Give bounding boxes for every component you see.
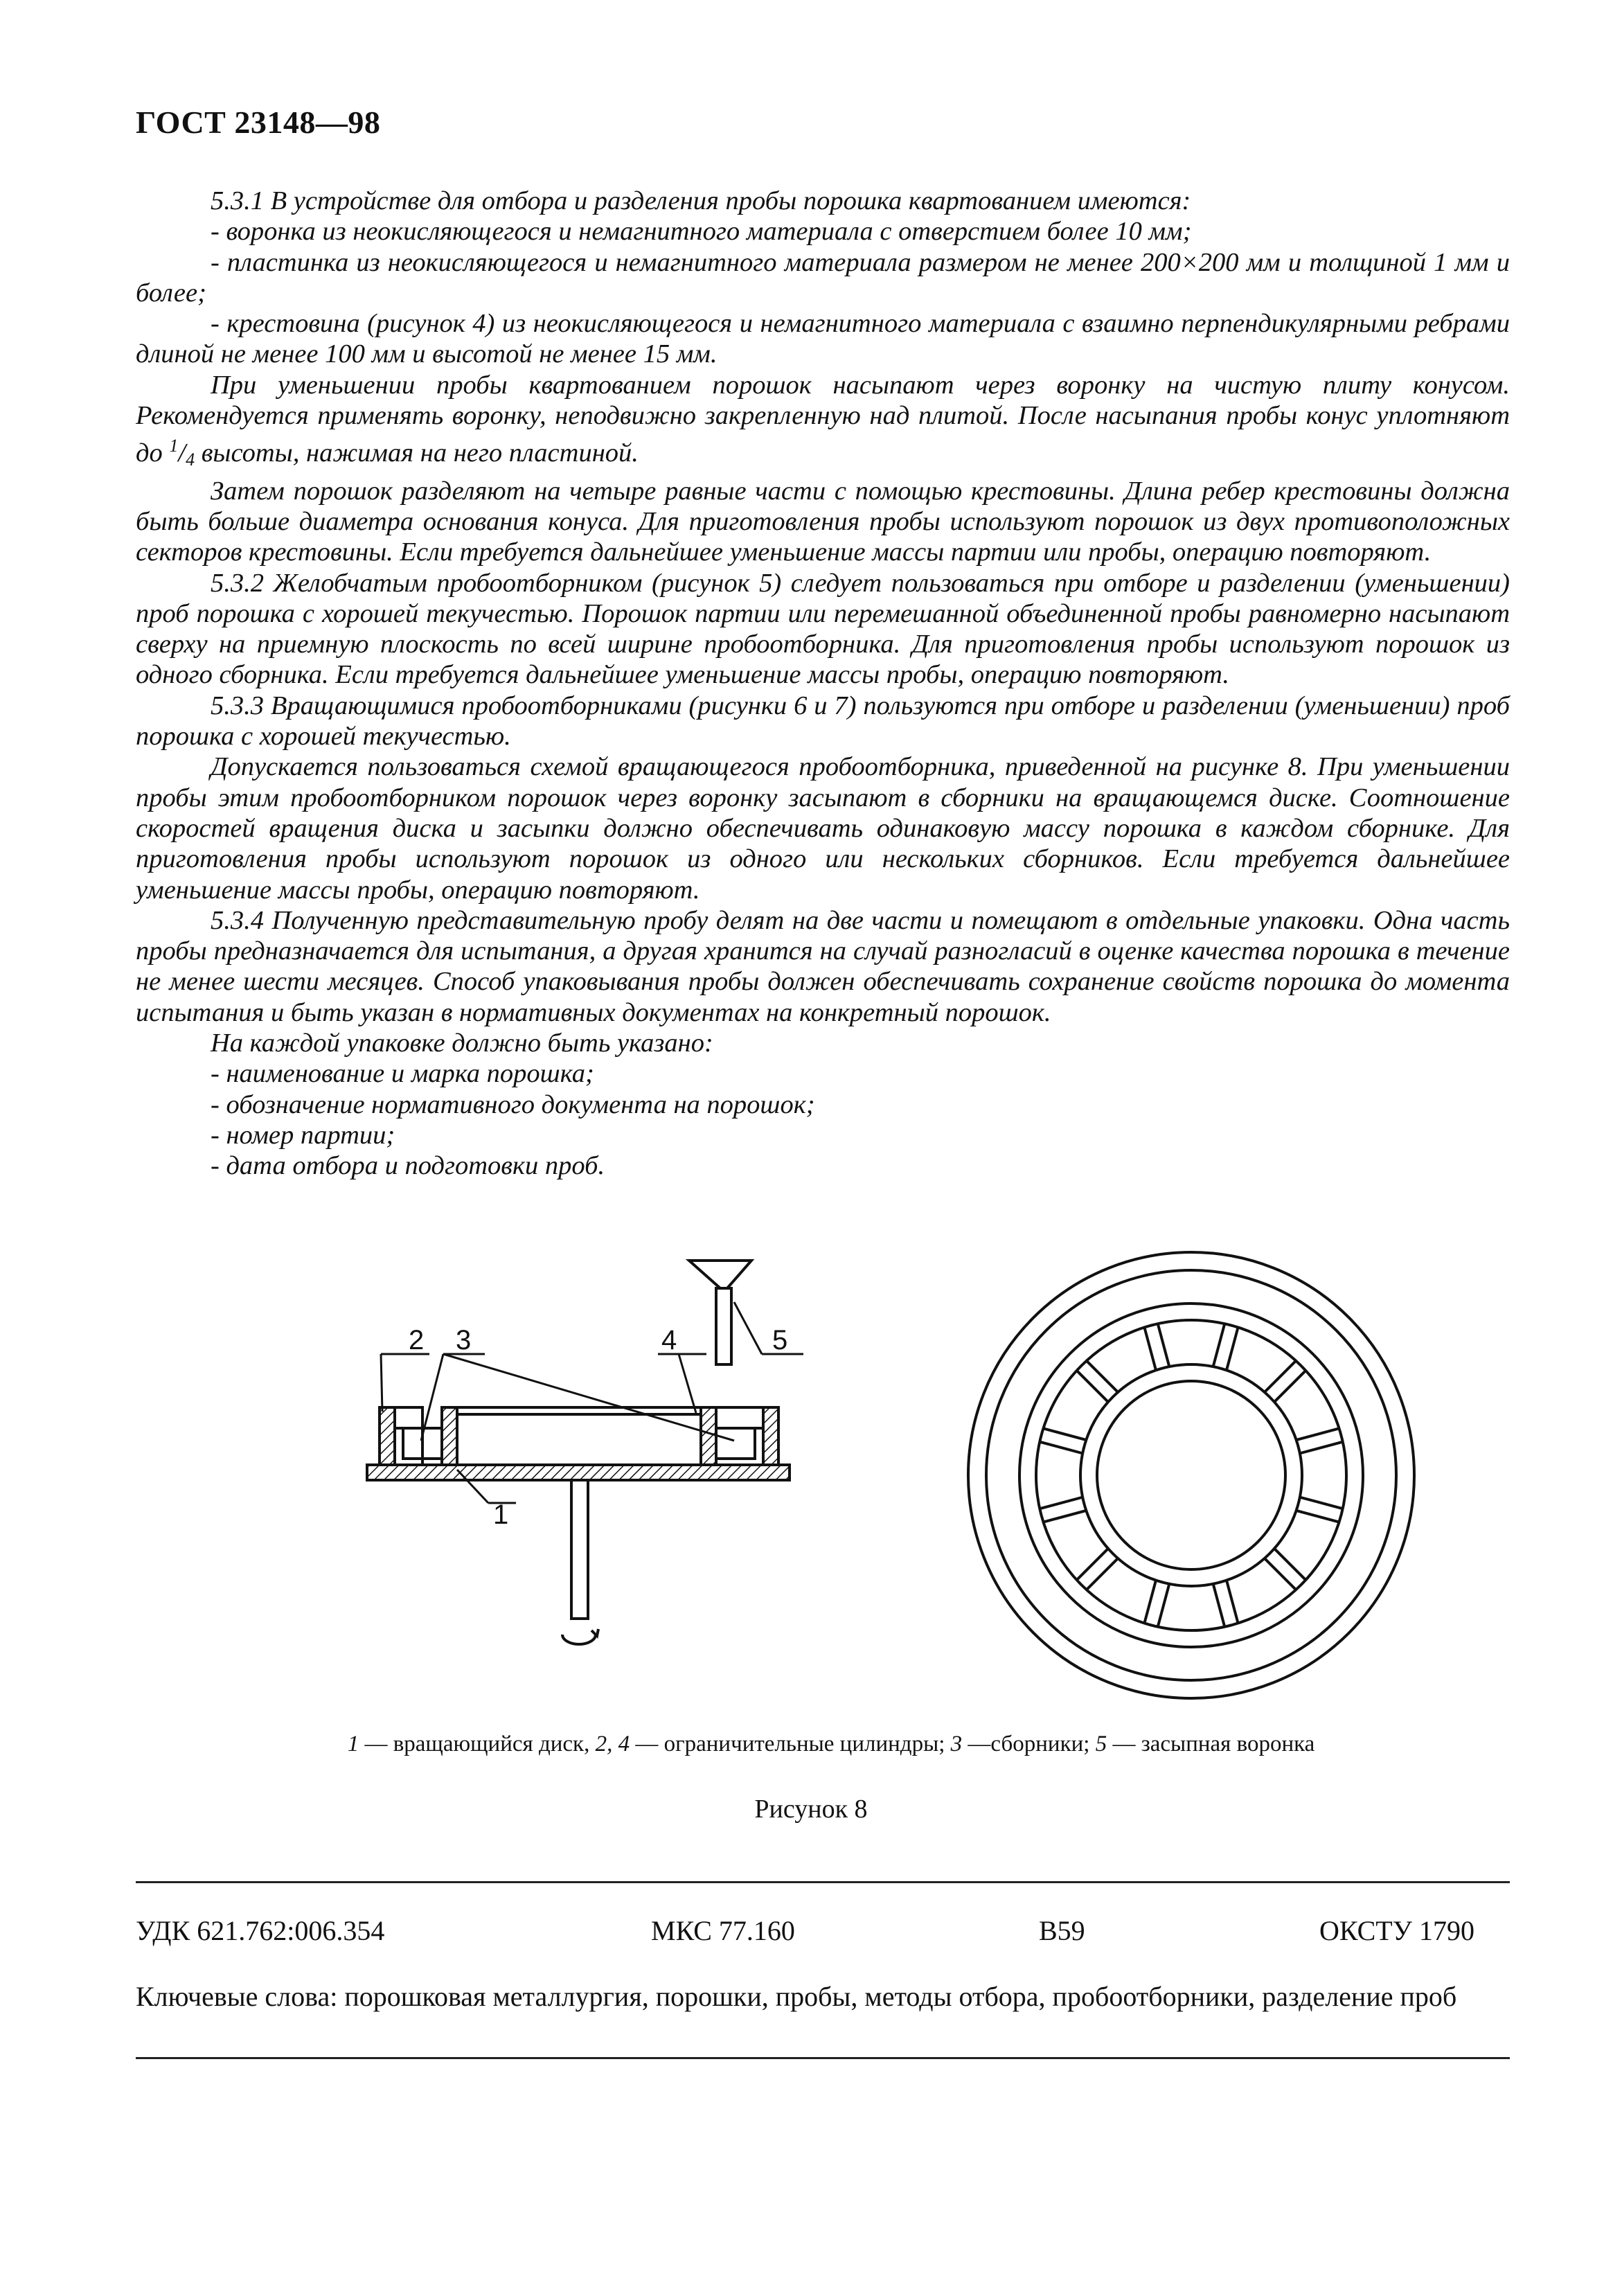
list-item-plate: - пластинка из неокисляющегося и немагнитного материала размером не менее 200×200 мм и толщиной 1 мм и более; (136, 247, 1510, 308)
group-code: В59 (1039, 1915, 1085, 1946)
paragraph-5-3-3: 5.3.3 Вращающимися пробоотборниками (рисунки 6 и 7) пользуются при отборе и разделении (уменьшении) проб порошка с хорошей текучестью. (136, 691, 1510, 751)
rib-line (1265, 1361, 1296, 1392)
rotating-disk (367, 1465, 790, 1480)
mks-code: МКС 77.160 (651, 1915, 795, 1946)
rib-line (1158, 1324, 1170, 1367)
rib-line (1087, 1558, 1118, 1590)
rib-line (1296, 1428, 1339, 1440)
rib-line (1043, 1428, 1086, 1440)
rib-line (1227, 1327, 1238, 1370)
list-item-funnel: - воронка из неокисляющегося и немагнитного материала с отверстием более 10 мм; (211, 217, 1192, 247)
divider-top (136, 1881, 1510, 1883)
paragraph-quartering: При уменьшении пробы квартованием порошок насыпают через воронку на чистую плиту конусом. Рекомендуется применять воронку, неподвижно закрепленную над плитой. После насыпания пробы конус уплотняют до $^1$/4 высоты, нажимая на него пластиной. (136, 370, 1510, 470)
figure-caption: 1 — вращающийся диск, 2, 4 — ограничительные цилиндры; 3 —сборники; 5 — засыпная воронка (347, 1732, 1315, 1756)
rib-line (1087, 1361, 1118, 1392)
label-3: 3 (456, 1325, 472, 1355)
rib-line (1043, 1511, 1086, 1522)
inner-ring-inner (1097, 1381, 1285, 1569)
rib-line (1144, 1581, 1156, 1623)
rib-line (1227, 1581, 1238, 1623)
body-text (136, 186, 1510, 1182)
list-item-date: - дата отбора и подготовки проб. (211, 1151, 605, 1181)
rib-line (1274, 1371, 1305, 1402)
list-item-normative: - обозначение нормативного документа на порошок; (211, 1089, 815, 1119)
fraction-denominator: 4 (186, 450, 195, 470)
rib-line (1274, 1549, 1305, 1580)
figure-title: Рисунок 8 (754, 1795, 868, 1824)
inner-ring-outer (1080, 1364, 1302, 1586)
collector-right (716, 1428, 755, 1459)
rib-line (1300, 1442, 1343, 1454)
limit-cylinder-left (380, 1407, 395, 1465)
label-2: 2 (409, 1325, 425, 1355)
list-item-batch: - номер партии; (211, 1120, 395, 1150)
rib-line (1077, 1371, 1108, 1402)
rib-line (1213, 1584, 1225, 1627)
plan-view (968, 1252, 1414, 1698)
paragraph-rotating-sampler: Допускается пользоваться схемой вращающегося пробоотборника, приведенной на рисунке 8. При уменьшении пробы этим пробоотборником порошок через воронку засыпают в сборники на вращающемся диске. Соотношение скоростей вращения диска и засыпки должно обеспечивать одинаковую массу порошка в каждом сборнике. Для приготовления пробы используют порошок из одного или нескольких сборников. Если требуется дальнейшее уменьшение массы пробы, операцию повторяют. (136, 752, 1510, 905)
rib-line (1213, 1324, 1225, 1367)
udk-code: УДК 621.762:006.354 (136, 1915, 385, 1946)
label-1: 1 (493, 1499, 509, 1530)
rotation-arrow-icon (562, 1635, 596, 1644)
rib-line (1144, 1327, 1156, 1370)
rib-line (1296, 1511, 1339, 1522)
paragraph-5-3-1: 5.3.1 В устройстве для отбора и разделения пробы порошка квартованием имеются: (211, 186, 1191, 215)
label-5: 5 (772, 1325, 788, 1355)
rib-line (1300, 1497, 1343, 1509)
rib-line (1158, 1584, 1170, 1627)
divider-bottom (136, 2057, 1510, 2059)
label-4: 4 (661, 1325, 677, 1355)
rib-line (1040, 1497, 1082, 1509)
document-header: ГОСТ 23148—98 (136, 105, 381, 140)
funnel (689, 1261, 751, 1288)
sectional-view (367, 1261, 803, 1644)
paragraph-package-intro: На каждой упаковке должно быть указано: (211, 1029, 713, 1058)
outer-ring-inner (986, 1270, 1396, 1680)
list-item-name: - наименование и марка порошка; (211, 1059, 594, 1089)
rib-line (1265, 1558, 1296, 1590)
rib-line (1040, 1442, 1082, 1454)
collector-ribs (1040, 1324, 1343, 1627)
limit-cylinder-right (763, 1407, 778, 1465)
shaft (571, 1480, 588, 1619)
fraction-numerator: 1 (169, 436, 179, 456)
paragraph-cross-division: Затем порошок разделяют на четыре равные части с помощью крестовины. Длина ребер крестовины должна быть больше диаметра основания конуса. Для приготовления пробы используют порошок из двух противоположных секторов крестовины. Если требуется дальнейшее уменьшение массы партии или пробы, операцию повторяют. (136, 476, 1510, 567)
paragraph-5-3-2: 5.3.2 Желобчатым пробоотборником (рисунок 5) следует пользоваться при отборе и разделении (уменьшении) проб порошка с хорошей текучестью. Порошок партии или перемешанной объединенной пробы равномерно насыпают сверху на приемную плоскость по всей ширине пробоотборника. Для приготовления пробы используют порошок из одного сборника. Если требуется дальнейшее уменьшение массы пробы, операцию повторяют. (136, 568, 1510, 690)
paragraph-5-3-4: 5.3.4 Полученную представительную пробу делят на две части и помещают в отдельные упаковки. Одна часть пробы предназначается для испытания, а другая хранится на случай разногласий в оценке качества порошка в течение не менее шести месяцев. Способ упаковывания пробы должен обеспечивать сохранение свойств порошка до момента испытания и быть указан в нормативных документах на конкретный порошок. (136, 905, 1510, 1027)
figure-8-drawing (346, 1233, 1538, 1738)
rib-line (1077, 1549, 1108, 1580)
okstu-code: ОКСТУ 1790 (1319, 1915, 1475, 1946)
keywords: Ключевые слова: порошковая металлургия, порошки, пробы, методы отбора, пробоотборники, разделение проб (136, 1981, 1457, 2012)
list-item-cross: - крестовина (рисунок 4) из неокисляющегося и немагнитного материала с взаимно перпендикулярными ребрами длиной не менее 100 мм и высотой не менее 15 мм. (136, 309, 1510, 369)
